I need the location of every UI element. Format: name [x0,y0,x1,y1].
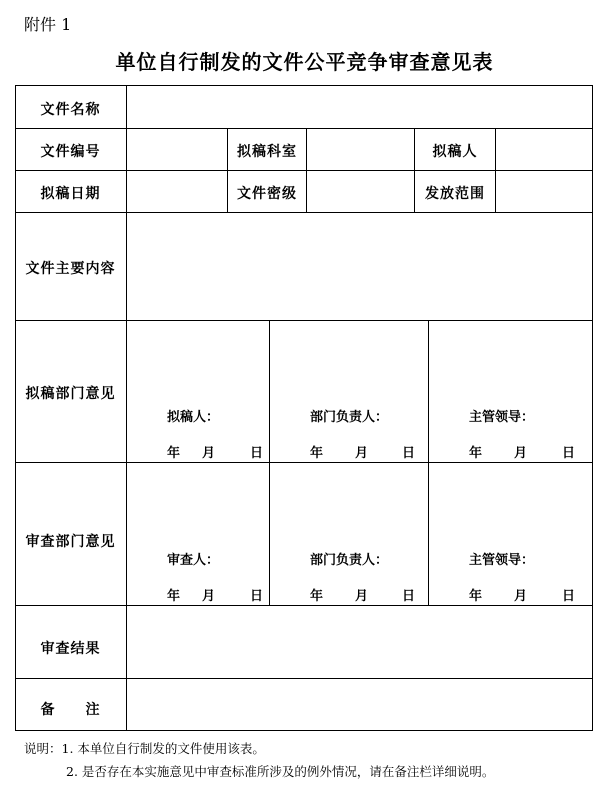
drafter-field[interactable] [496,129,592,170]
remarks-label: 备 注 [40,702,101,718]
file-number-field[interactable] [127,129,227,170]
distribution-label: 发放范围 [425,186,485,202]
secret-level-label: 文件密级 [237,186,297,202]
file-name-field[interactable] [127,86,592,128]
review-form-table [15,85,593,731]
instructions-notes [24,737,494,783]
review-dept-head-signature-cell[interactable]: 部门负责人： 年 月 日 [270,463,428,605]
table-border-bottom [15,730,593,731]
drafting-dept-opinion-label: 拟稿部门意见 [25,386,116,402]
table-border-left [15,85,16,731]
drafter-role-label: 拟稿人： [167,410,220,425]
note-line-2: 2. 是否存在本实施意见中审查标准所涉及的例外情况，请在备注栏详细说明。 [66,764,495,779]
file-name-label: 文件名称 [40,102,101,118]
note-line-1: 说明：1. 本单位自行制发的文件使用该表。 [24,741,265,756]
file-number-label: 文件编号 [40,144,101,160]
review-dept-head-role-label: 部门负责人： [310,553,389,568]
table-border-right [592,85,593,731]
review-result-label: 审查结果 [40,641,101,657]
review-result-field[interactable] [127,606,592,678]
draft-date-label: 拟稿日期 [40,186,101,202]
draft-section-label: 拟稿科室 [237,144,297,160]
draft-section-field[interactable] [307,129,414,170]
reviewer-role-label: 审查人： [167,553,220,568]
drafter-signature-cell[interactable]: 拟稿人： 年 月 日 [127,321,269,462]
draft-date-field[interactable] [127,171,227,212]
attachment-number: 附件 1 [24,15,72,34]
leader-signature-cell[interactable]: 主管领导： 年 月 日 [429,321,592,462]
review-leader-signature-cell[interactable]: 主管领导： 年 月 日 [429,463,592,605]
dept-head-role-label: 部门负责人： [310,410,389,425]
review-leader-role-label: 主管领导： [469,553,535,568]
secret-level-field[interactable] [307,171,414,212]
main-content-field[interactable] [127,213,592,320]
form-title: 单位自行制发的文件公平竞争审查意见表 [115,50,494,74]
review-dept-opinion-label: 审查部门意见 [25,534,116,550]
remarks-field[interactable] [127,679,592,730]
drafter-label: 拟稿人 [432,144,478,160]
distribution-field[interactable] [496,171,592,212]
main-content-label: 文件主要内容 [25,261,116,277]
dept-head-signature-cell[interactable]: 部门负责人： 年 月 日 [270,321,428,462]
reviewer-signature-cell[interactable]: 审查人： 年 月 日 [127,463,269,605]
leader-role-label: 主管领导： [469,410,535,425]
